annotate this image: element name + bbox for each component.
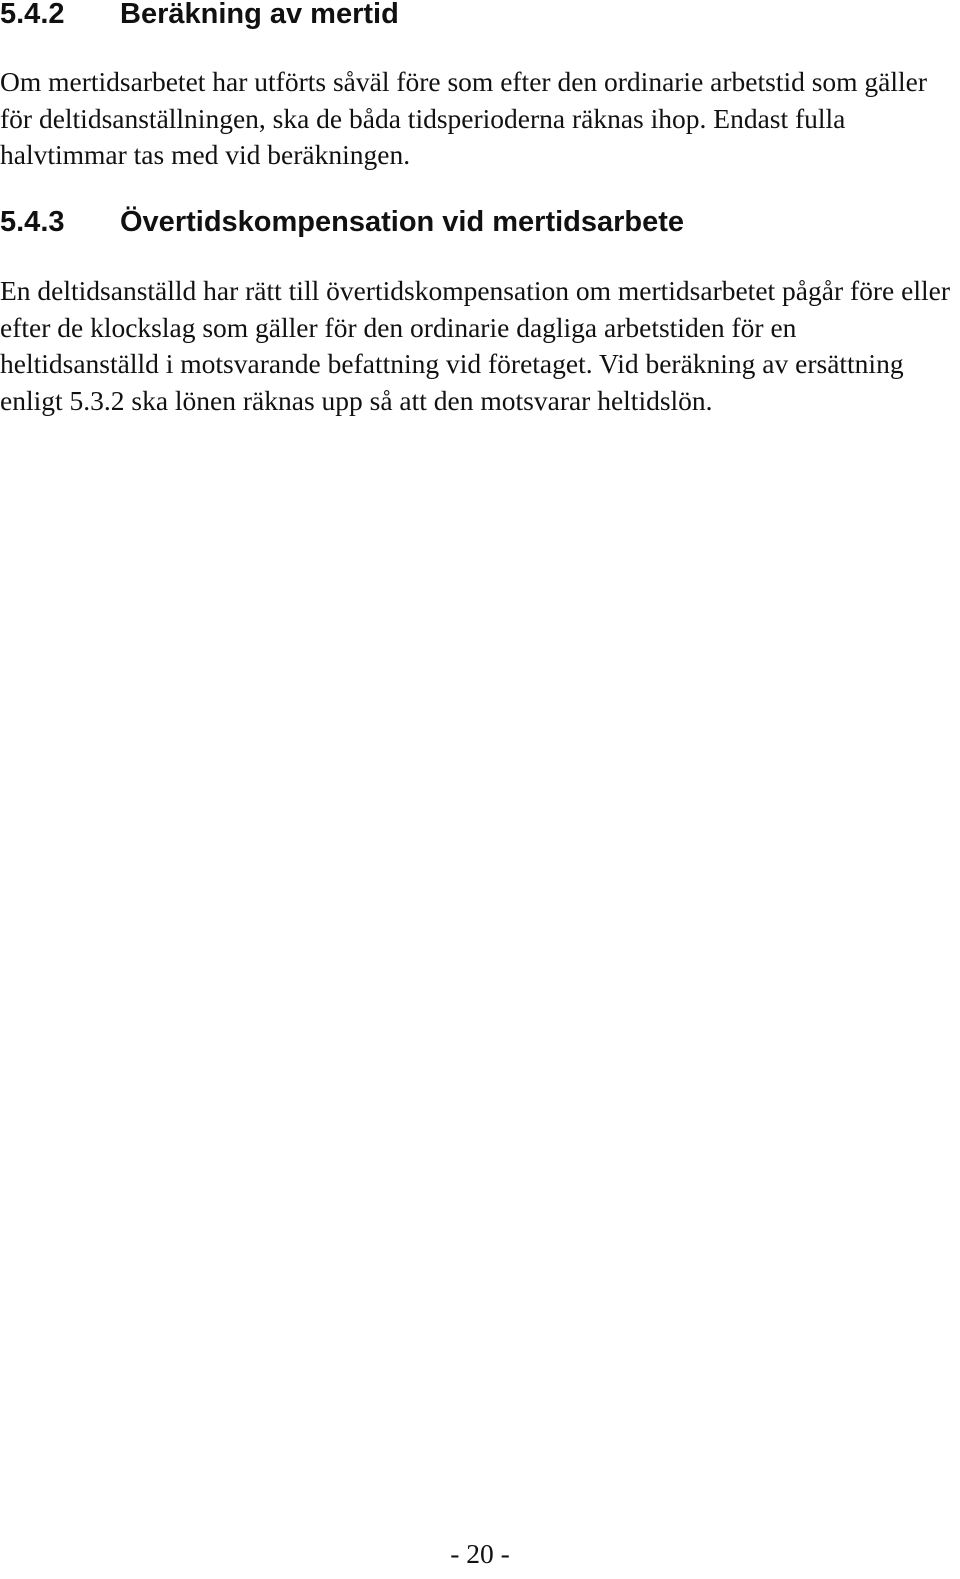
section-title: Beräkning av mertid bbox=[120, 0, 399, 30]
section-heading-5-4-2 bbox=[0, 0, 399, 31]
section-paragraph: En deltidsanställd har rätt till övertidskompensation om mertidsarbetet pågår före eller efter de klockslag som gäller för den ordinarie dagliga arbetstiden för en heltidsanställd i motsvarande befattning vid företaget. Vid beräkning av ersättning enligt 5.3.2 ska lönen räknas upp så att den motsvarar heltidslön. bbox=[0, 275, 950, 416]
page-number: - 20 - bbox=[450, 1538, 510, 1569]
section-paragraph: Om mertidsarbetet har utförts såväl före som efter den ordinarie arbetstid som gäller för deltidsanställningen, ska de båda tidsperioderna räknas ihop. Endast fulla halvtimmar tas med vid beräkningen. bbox=[0, 66, 928, 170]
section-heading-5-4-3 bbox=[0, 205, 684, 239]
section-number: 5.4.2 bbox=[0, 0, 65, 30]
section-title: Övertidskompensation vid mertidsarbete bbox=[120, 206, 685, 238]
section-number: 5.4.3 bbox=[0, 206, 65, 238]
